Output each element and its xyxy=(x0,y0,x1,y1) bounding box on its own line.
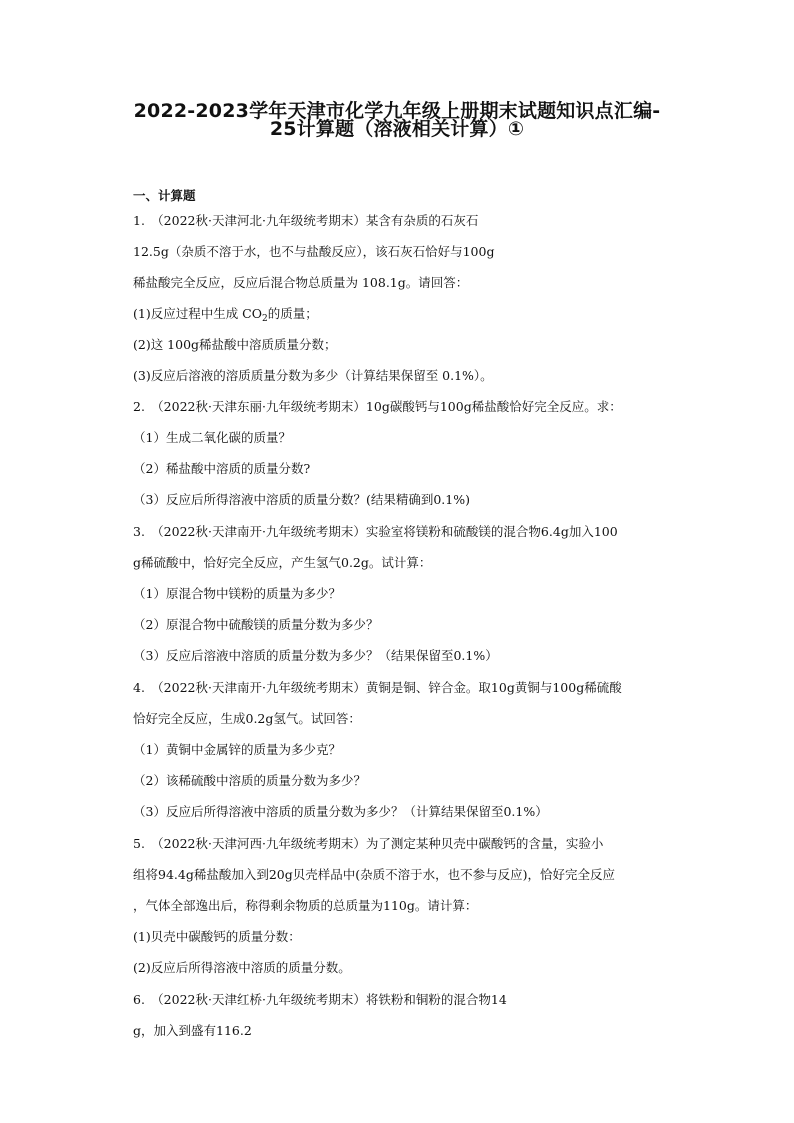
text-line: ，气体全部逸出后，称得剩余物质的总质量为110g。请计算： xyxy=(133,898,478,913)
text-line: （3）反应后溶液中溶质的质量分数为多少？（结果保留至0.1%） xyxy=(133,648,498,663)
subscript: 2 xyxy=(262,314,268,324)
text-line-tail: 的质量； xyxy=(267,306,318,321)
text-line: 2. （2022秋·天津东丽·九年级统考期末）10g碳酸钙与100g稀盐酸恰好完全反应。求： xyxy=(133,399,622,414)
text-line: （2）稀盐酸中溶质的质量分数? xyxy=(133,461,311,476)
text-line: （2）原混合物中硫酸镁的质量分数为多少？ xyxy=(133,617,379,632)
text-line: （3）反应后所得溶液中溶质的质量分数？(结果精确到0.1%) xyxy=(133,492,470,507)
text-line: （1）原混合物中镁粉的质量为多少？ xyxy=(133,586,341,601)
text-line-co2 xyxy=(133,306,318,327)
text-line: 4. （2022秋·天津南开·九年级统考期末）黄铜是铜、锌合金。取10g黄铜与100g稀硫酸 xyxy=(133,680,622,695)
text-line: （1）生成二氧化碳的质量？ xyxy=(133,430,291,445)
document-title-line-2: 25计算题（溶液相关计算）① xyxy=(269,118,525,140)
text-line: 组将94.4g稀盐酸加入到20g贝壳样品中(杂质不溶于水，也不参与反应)，恰好完全反应 xyxy=(133,867,615,882)
text-line: 12.5g（杂质不溶于水，也不与盐酸反应），该石灰石恰好与100g xyxy=(133,244,495,259)
text-line: 稀盐酸完全反应，反应后混合物总质量为 108.1g。请回答： xyxy=(133,275,469,290)
text-line: （3）反应后所得溶液中溶质的质量分数为多少？（计算结果保留至0.1%） xyxy=(133,804,548,819)
text-line: (2)这 100g稀盐酸中溶质质量分数； xyxy=(133,337,337,352)
text-line: (3)反应后溶液的溶质质量分数为多少（计算结果保留至 0.1%）。 xyxy=(133,368,493,383)
text-line: 恰好完全反应，生成0.2g氢气。试回答： xyxy=(133,711,361,726)
text-line: 1. （2022秋·天津河北·九年级统考期末）某含有杂质的石灰石 xyxy=(133,213,479,228)
text-line: (1)反应过程中生成 CO xyxy=(133,306,262,321)
text-line: g，加入到盛有116.2 xyxy=(133,1023,252,1038)
text-line: (2)反应后所得溶液中溶质的质量分数。 xyxy=(133,960,351,975)
text-line: 6. （2022秋·天津红桥·九年级统考期末）将铁粉和铜粉的混合物14 xyxy=(133,992,507,1007)
section-heading: 一、计算题 xyxy=(133,188,196,203)
text-line: （1）黄铜中金属锌的质量为多少克？ xyxy=(133,742,341,757)
text-line: （2）该稀硫酸中溶质的质量分数为多少？ xyxy=(133,773,366,788)
text-line: 5. （2022秋·天津河西·九年级统考期末）为了测定某种贝壳中碳酸钙的含量，实验小 xyxy=(133,836,604,851)
text-line: (1)贝壳中碳酸钙的质量分数： xyxy=(133,929,301,944)
text-line: 3. （2022秋·天津南开·九年级统考期末）实验室将镁粉和硫酸镁的混合物6.4g加入100 xyxy=(133,524,618,539)
document-title-line-1: 2022-2023学年天津市化学九年级上册期末试题知识点汇编- xyxy=(133,100,661,122)
text-line: g稀硫酸中，恰好完全反应，产生氢气0.2g。试计算： xyxy=(133,555,432,570)
